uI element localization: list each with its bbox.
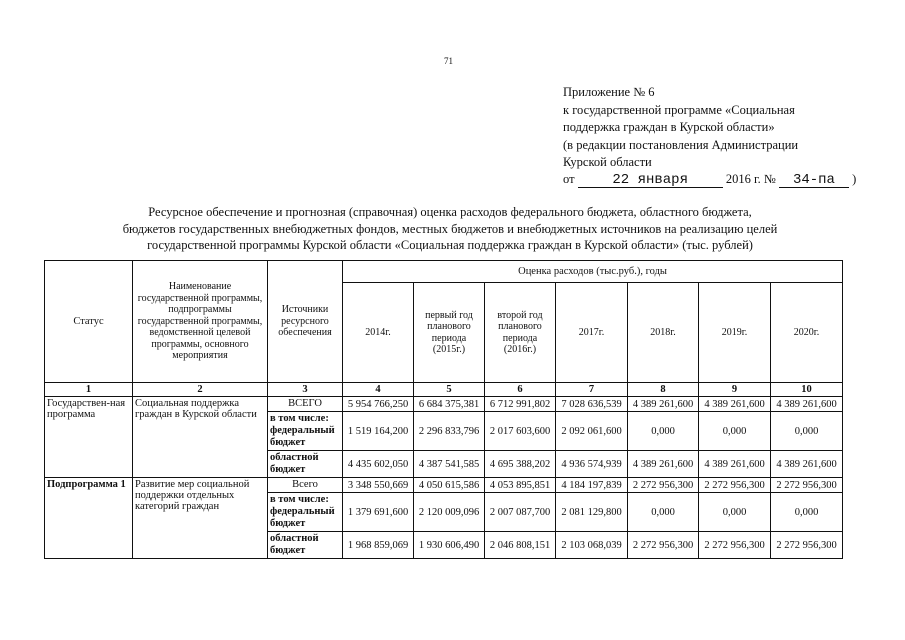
value-cell: 0,000: [771, 493, 843, 532]
value-cell: 1 519 164,200: [343, 412, 414, 451]
appendix-line-4: (в редакции постановления Администрации: [563, 137, 799, 152]
source-cell: в том числе: федеральный бюджет: [268, 493, 343, 532]
source-cell: областной бюджет: [268, 451, 343, 478]
value-cell: 4 695 388,202: [485, 451, 556, 478]
value-cell: 2 272 956,300: [771, 532, 843, 559]
col-number: 5: [414, 383, 485, 397]
handwritten-date: 22 января: [578, 173, 723, 188]
source-cell: ВСЕГО: [268, 397, 343, 412]
value-cell: 4 389 261,600: [771, 451, 843, 478]
col-number: 6: [485, 383, 556, 397]
value-cell: 4 387 541,585: [414, 451, 485, 478]
document-title: [105, 204, 795, 254]
header-year-2020: 2020г.: [771, 283, 843, 383]
value-cell: 2 272 956,300: [699, 532, 771, 559]
source-cell: областной бюджет: [268, 532, 343, 559]
appendix-line-2: к государственной программе «Социальная: [563, 102, 795, 117]
row-status: Подпрограмма 1: [45, 478, 133, 559]
value-cell: 1 968 859,069: [343, 532, 414, 559]
value-cell: 1 930 606,490: [414, 532, 485, 559]
value-cell: 4 389 261,600: [628, 451, 699, 478]
resolution-date-line: [563, 172, 856, 188]
header-name: Наименование государственной программы, подпрограммы государственной программы, ведомственной целевой программы, основного мероприятия: [133, 261, 268, 383]
header-year-2016: второй год планового периода (2016г.): [485, 283, 556, 383]
value-cell: 7 028 636,539: [556, 397, 628, 412]
value-cell: 0,000: [628, 412, 699, 451]
value-cell: 4 050 615,586: [414, 478, 485, 493]
page-number: 71: [444, 56, 453, 66]
value-cell: 5 954 766,250: [343, 397, 414, 412]
source-cell: в том числе: федеральный бюджет: [268, 412, 343, 451]
col-number: 3: [268, 383, 343, 397]
value-cell: 2 007 087,700: [485, 493, 556, 532]
table-row: [45, 478, 843, 493]
col-number: 9: [699, 383, 771, 397]
col-number: 10: [771, 383, 843, 397]
value-cell: 0,000: [628, 493, 699, 532]
value-cell: 0,000: [699, 493, 771, 532]
column-number-row: [45, 383, 843, 397]
value-cell: 6 684 375,381: [414, 397, 485, 412]
value-cell: 4 184 197,839: [556, 478, 628, 493]
header-year-2018: 2018г.: [628, 283, 699, 383]
appendix-header: [563, 84, 798, 172]
col-number: 8: [628, 383, 699, 397]
header-sources: Источники ресурсного обеспечения: [268, 261, 343, 383]
value-cell: 3 348 550,669: [343, 478, 414, 493]
appendix-line-5: Курской области: [563, 155, 652, 169]
budget-table: [44, 260, 843, 559]
value-cell: 4 389 261,600: [628, 397, 699, 412]
row-status: Государствен-ная программа: [45, 397, 133, 478]
year-text: 2016 г. №: [725, 172, 776, 186]
title-line-1: Ресурсное обеспечение и прогнозная (справочная) оценка расходов федерального бюджета, областного бюджета,: [148, 205, 752, 219]
value-cell: 4 936 574,939: [556, 451, 628, 478]
value-cell: 4 053 895,851: [485, 478, 556, 493]
value-cell: 2 081 129,800: [556, 493, 628, 532]
col-number: 1: [45, 383, 133, 397]
handwritten-number: 34-па: [779, 173, 849, 188]
title-line-3: государственной программы Курской области «Социальная поддержка граждан в Курской области» (тыс. рублей): [147, 238, 753, 252]
value-cell: 2 120 009,096: [414, 493, 485, 532]
header-estimate: Оценка расходов (тыс.руб.), годы: [343, 261, 843, 283]
date-prefix: от: [563, 172, 575, 186]
value-cell: 2 272 956,300: [628, 478, 699, 493]
value-cell: 2 296 833,796: [414, 412, 485, 451]
value-cell: 2 046 808,151: [485, 532, 556, 559]
row-name: Социальная поддержка граждан в Курской области: [133, 397, 268, 478]
value-cell: 6 712 991,802: [485, 397, 556, 412]
header-year-2019: 2019г.: [699, 283, 771, 383]
header-year-2017: 2017г.: [556, 283, 628, 383]
header-year-2014: 2014г.: [343, 283, 414, 383]
col-number: 7: [556, 383, 628, 397]
value-cell: 4 435 602,050: [343, 451, 414, 478]
col-number: 2: [133, 383, 268, 397]
close-paren: ): [852, 172, 857, 186]
value-cell: 4 389 261,600: [699, 451, 771, 478]
value-cell: 2 272 956,300: [771, 478, 843, 493]
value-cell: 2 272 956,300: [628, 532, 699, 559]
value-cell: 4 389 261,600: [699, 397, 771, 412]
appendix-title: Приложение № 6: [563, 85, 655, 99]
value-cell: 4 389 261,600: [771, 397, 843, 412]
row-name: Развитие мер социальной поддержки отдельных категорий граждан: [133, 478, 268, 559]
source-cell: Всего: [268, 478, 343, 493]
value-cell: 2 103 068,039: [556, 532, 628, 559]
table-row: [45, 397, 843, 412]
header-year-2015: первый год планового периода (2015г.): [414, 283, 485, 383]
value-cell: 2 272 956,300: [699, 478, 771, 493]
value-cell: 2 092 061,600: [556, 412, 628, 451]
value-cell: 2 017 603,600: [485, 412, 556, 451]
title-line-2: бюджетов государственных внебюджетных фондов, местных бюджетов и внебюджетных источников на реализацию целей: [122, 221, 778, 236]
value-cell: 1 379 691,600: [343, 493, 414, 532]
header-status: Статус: [45, 261, 133, 383]
col-number: 4: [343, 383, 414, 397]
value-cell: 0,000: [699, 412, 771, 451]
value-cell: 0,000: [771, 412, 843, 451]
appendix-line-3: поддержка граждан в Курской области»: [563, 120, 775, 134]
